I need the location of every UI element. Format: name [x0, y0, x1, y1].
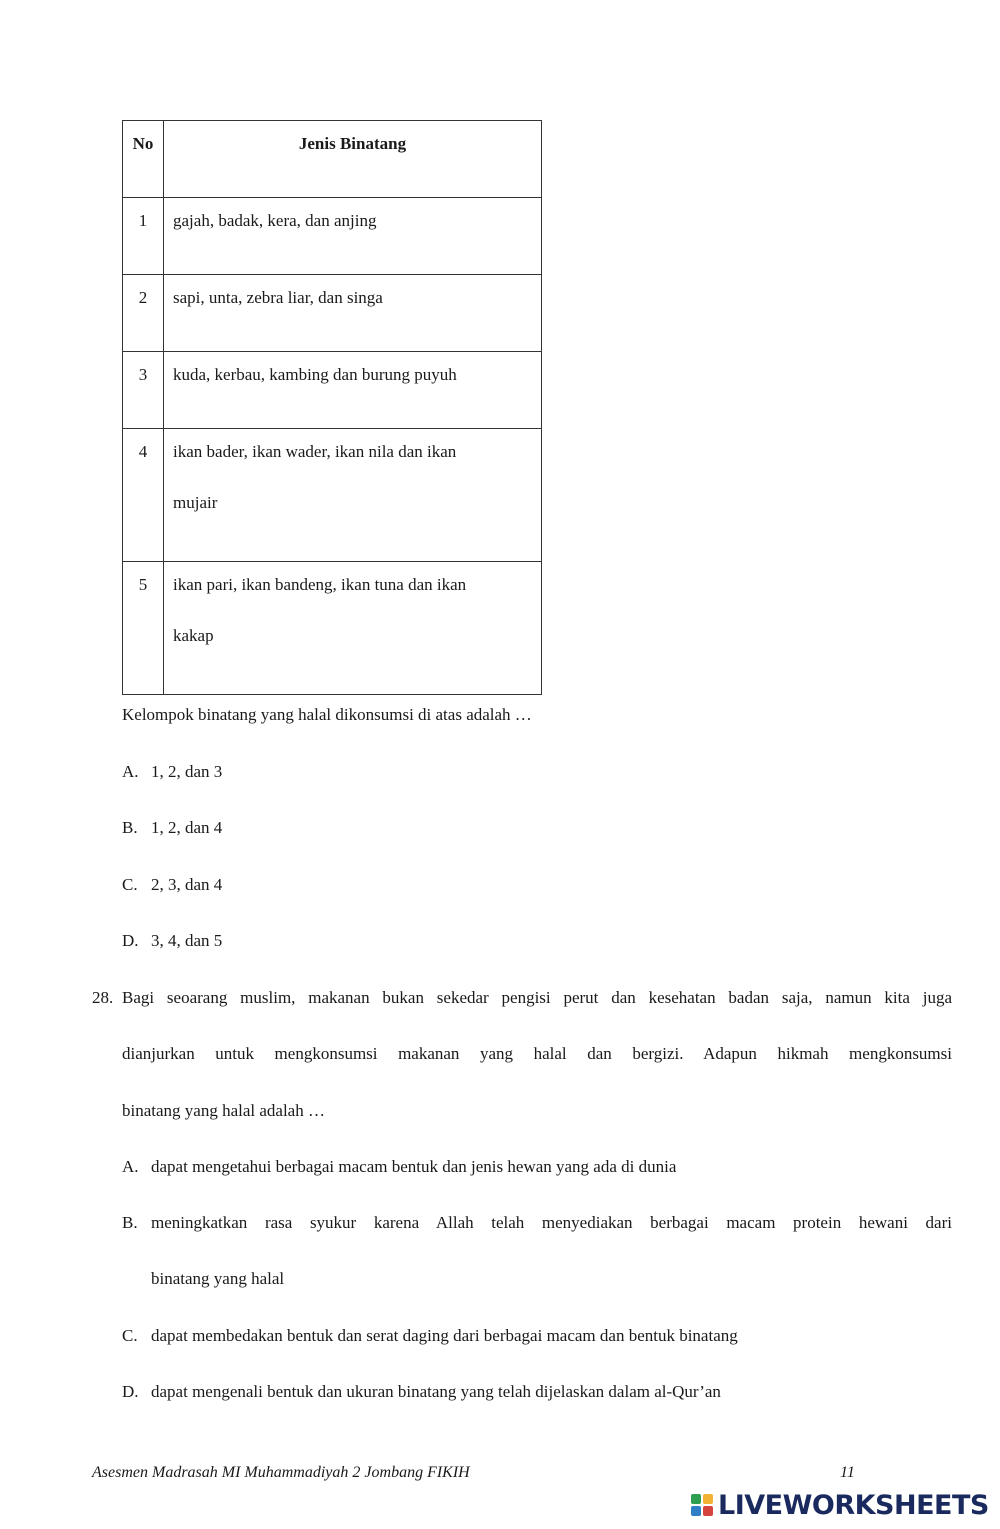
option-text: 2, 3, dan 4 — [151, 875, 223, 894]
q27-option-d[interactable] — [122, 931, 222, 951]
row-number: 5 — [123, 562, 164, 695]
q28-option-b-continued[interactable]: binatang yang halal — [151, 1269, 285, 1288]
row-number: 4 — [123, 429, 164, 562]
q27-option-a[interactable] — [122, 762, 222, 782]
option-letter: C. — [122, 1326, 138, 1345]
row-number: 3 — [123, 352, 164, 429]
table-row — [123, 562, 542, 695]
footer-title: Asesmen Madrasah MI Muhammadiyah 2 Jombang FIKIH — [92, 1464, 470, 1481]
option-text: 1, 2, dan 3 — [151, 762, 223, 781]
row-animals-line: ikan pari, ikan bandeng, ikan tuna dan ikan — [173, 575, 467, 594]
liveworksheets-logo-icon — [690, 1493, 714, 1517]
header-no: No — [123, 121, 164, 198]
q28-option-a[interactable] — [122, 1157, 676, 1177]
option-letter: C. — [122, 875, 138, 894]
option-letter: D. — [122, 931, 139, 950]
q28-option-c[interactable] — [122, 1326, 738, 1346]
row-animals: gajah, badak, kera, dan anjing — [164, 198, 542, 275]
q28-text-line: binatang yang halal adalah … — [122, 1101, 325, 1120]
liveworksheets-watermark — [690, 1488, 989, 1522]
table-header-row — [123, 121, 542, 198]
row-number: 1 — [123, 198, 164, 275]
header-jenis-binatang: Jenis Binatang — [164, 121, 542, 198]
q27-option-b[interactable] — [122, 818, 222, 838]
table-row — [123, 352, 542, 429]
table-row — [123, 198, 542, 275]
option-text: 1, 2, dan 4 — [151, 818, 223, 837]
table-row — [123, 429, 542, 562]
q28-text-line: dianjurkan untuk mengkonsumsi makanan yang halal dan bergizi. Adapun hikmah mengkonsumsi — [122, 1044, 952, 1063]
liveworksheets-wordmark: LIVEWORKSHEETS — [718, 1489, 989, 1521]
row-animals — [164, 562, 542, 695]
q28-option-d[interactable] — [122, 1382, 721, 1402]
q27-option-c[interactable] — [122, 875, 222, 895]
row-animals — [164, 429, 542, 562]
option-letter: D. — [122, 1382, 139, 1401]
option-text: dapat mengetahui berbagai macam bentuk dan jenis hewan yang ada di dunia — [151, 1157, 677, 1176]
q28-option-b-letter[interactable]: B. — [122, 1213, 138, 1232]
option-text: dapat mengenali bentuk dan ukuran binatang yang telah dijelaskan dalam al-Qur’an — [151, 1382, 721, 1401]
q27-prompt: Kelompok binatang yang halal dikonsumsi di atas adalah … — [122, 705, 532, 724]
option-letter: A. — [122, 1157, 139, 1176]
option-text: dapat membedakan bentuk dan serat daging dari berbagai macam dan bentuk binatang — [151, 1326, 738, 1345]
table-row — [123, 275, 542, 352]
animal-table — [122, 120, 542, 695]
q28-number: 28. — [92, 988, 114, 1007]
option-letter: B. — [122, 818, 138, 837]
option-text: 3, 4, dan 5 — [151, 931, 223, 950]
row-number: 2 — [123, 275, 164, 352]
page-number: 11 — [840, 1464, 855, 1481]
q28-text-line: Bagi seoarang muslim, makanan bukan sekedar pengisi perut dan kesehatan badan saja, namun kita juga — [122, 988, 952, 1007]
row-animals-line: ikan bader, ikan wader, ikan nila dan ikan — [173, 442, 457, 461]
option-letter: A. — [122, 762, 139, 781]
row-animals-line: mujair — [173, 493, 218, 512]
row-animals-line: kakap — [173, 626, 214, 645]
q28-option-b[interactable]: meningkatkan rasa syukur karena Allah telah menyediakan berbagai macam protein hewani dari — [151, 1213, 952, 1232]
row-animals: kuda, kerbau, kambing dan burung puyuh — [164, 352, 542, 429]
row-animals: sapi, unta, zebra liar, dan singa — [164, 275, 542, 352]
